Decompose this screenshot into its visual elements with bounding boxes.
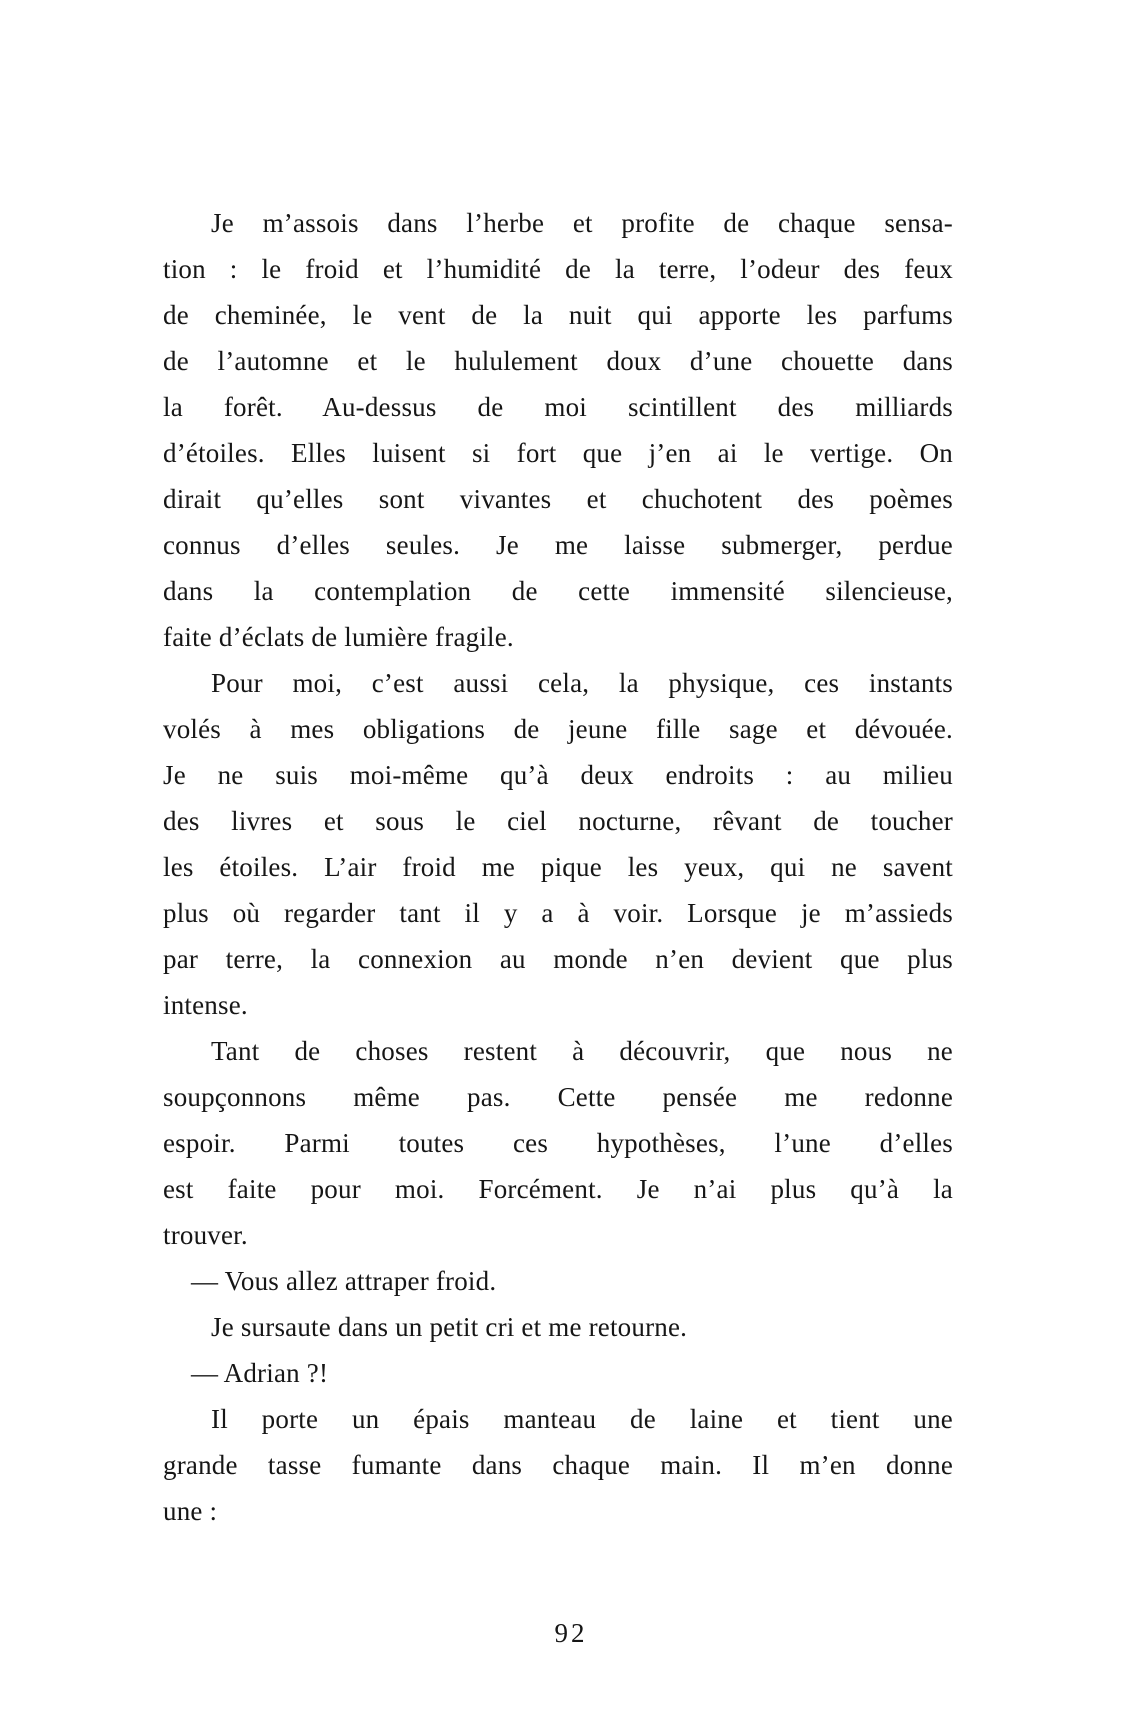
text-line: Tant de choses restent à découvrir, que nous ne bbox=[211, 1036, 953, 1066]
paragraph bbox=[163, 200, 953, 660]
text-line: Je ne suis moi-même qu’à deux endroits : au milieu bbox=[163, 760, 953, 790]
text-line: plus où regarder tant il y a à voir. Lorsque je m’assieds bbox=[163, 898, 953, 928]
text-line: Pour moi, c’est aussi cela, la physique, ces instants bbox=[211, 668, 953, 698]
text-line: grande tasse fumante dans chaque main. Il m’en donne bbox=[163, 1450, 953, 1480]
text-line: Je sursaute dans un petit cri et me retourne. bbox=[211, 1312, 688, 1342]
paragraph bbox=[163, 660, 953, 1028]
text-line: dans la contemplation de cette immensité silencieuse, bbox=[163, 576, 953, 606]
text-line: Je m’assois dans l’herbe et profite de chaque sensa- bbox=[211, 208, 953, 238]
paragraph bbox=[163, 1396, 953, 1534]
text-line: de cheminée, le vent de la nuit qui apporte les parfums bbox=[163, 300, 953, 330]
text-line: — Vous allez attraper froid. bbox=[191, 1266, 497, 1296]
text-line: faite d’éclats de lumière fragile. bbox=[163, 622, 514, 652]
text-line: par terre, la connexion au monde n’en devient que plus bbox=[163, 944, 953, 974]
text-line: — Adrian ?! bbox=[191, 1358, 329, 1388]
text-line: de l’automne et le hululement doux d’une chouette dans bbox=[163, 346, 953, 376]
text-line: d’étoiles. Elles luisent si fort que j’en ai le vertige. On bbox=[163, 438, 953, 468]
dialogue-paragraph bbox=[163, 1350, 953, 1396]
text-line: est faite pour moi. Forcément. Je n’ai plus qu’à la bbox=[163, 1174, 953, 1204]
text-line: une : bbox=[163, 1496, 218, 1526]
paragraph bbox=[163, 1028, 953, 1258]
paragraph bbox=[163, 1304, 953, 1350]
text-block bbox=[163, 200, 953, 1534]
dialogue-paragraph bbox=[163, 1258, 953, 1304]
page-footer bbox=[0, 1618, 1142, 1649]
text-line: dirait qu’elles sont vivantes et chuchotent des poèmes bbox=[163, 484, 953, 514]
text-line: volés à mes obligations de jeune fille sage et dévouée. bbox=[163, 714, 953, 744]
text-line: les étoiles. L’air froid me pique les yeux, qui ne savent bbox=[163, 852, 953, 882]
text-line: trouver. bbox=[163, 1220, 248, 1250]
page-number: 92 bbox=[554, 1618, 588, 1648]
text-line: intense. bbox=[163, 990, 248, 1020]
text-line: Il porte un épais manteau de laine et tient une bbox=[211, 1404, 953, 1434]
text-line: soupçonnons même pas. Cette pensée me redonne bbox=[163, 1082, 953, 1112]
text-line: la forêt. Au-dessus de moi scintillent des milliards bbox=[163, 392, 953, 422]
text-line: tion : le froid et l’humidité de la terre, l’odeur des feux bbox=[163, 254, 953, 284]
text-line: connus d’elles seules. Je me laisse submerger, perdue bbox=[163, 530, 953, 560]
text-line: des livres et sous le ciel nocturne, rêvant de toucher bbox=[163, 806, 953, 836]
text-line: espoir. Parmi toutes ces hypothèses, l’une d’elles bbox=[163, 1128, 953, 1158]
